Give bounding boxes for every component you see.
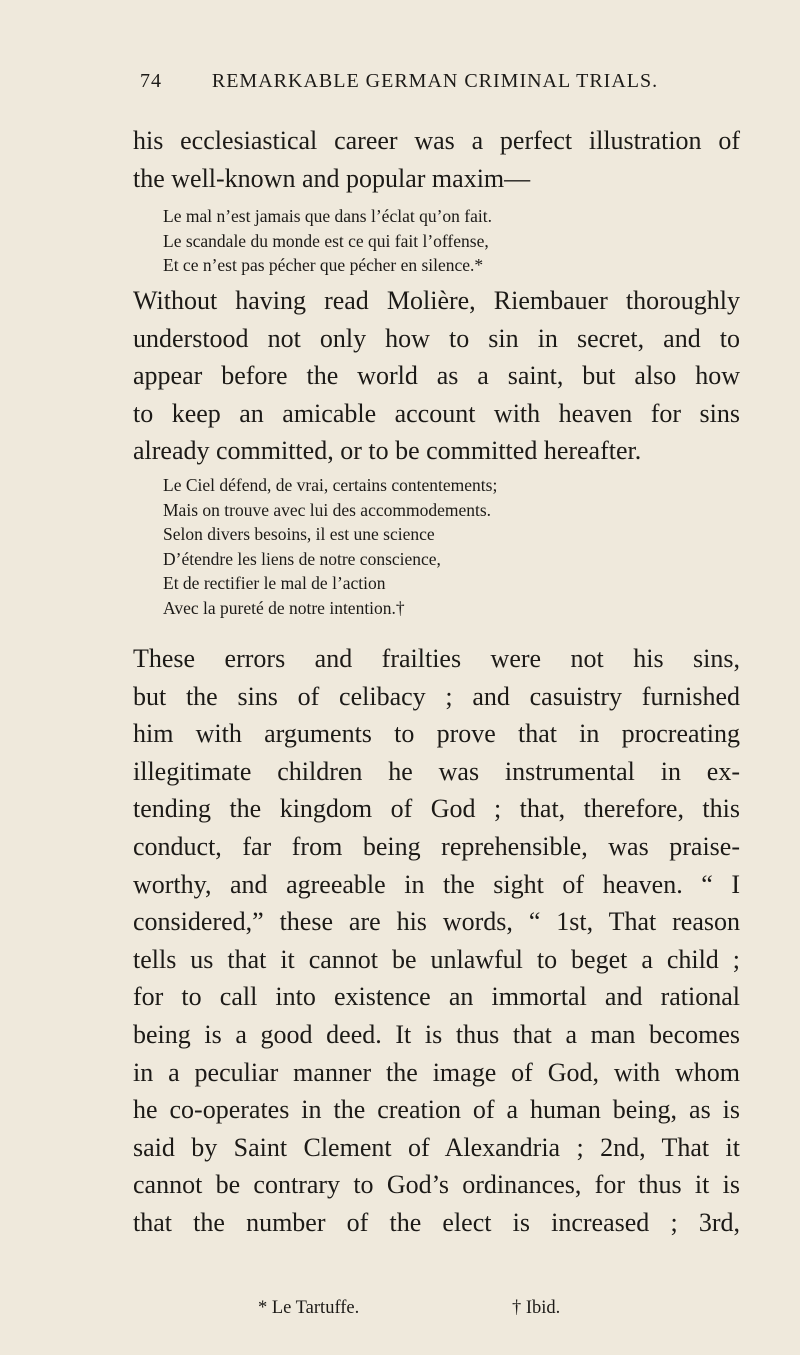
text-line: conduct, far from being reprehensible, was praise- — [133, 831, 740, 861]
text-line: already committed, or to be committed hereafter. — [133, 436, 642, 466]
text-line: the well-known and popular maxim— — [133, 163, 531, 193]
verse-line: D’étendre les liens de notre conscience, — [163, 548, 441, 569]
text-line: in a peculiar manner the image of God, with whom — [133, 1057, 740, 1087]
text-line: understood not only how to sin in secret, and to — [133, 323, 740, 353]
text-line: his ecclesiastical career was a perfect illustration of — [133, 126, 740, 155]
verse-line: Avec la pureté de notre intention.† — [163, 597, 405, 618]
paragraph-3 — [133, 640, 740, 1242]
verse-line: Le scandale du monde est ce qui fait l’offense, — [163, 230, 489, 251]
verse-line: Le mal n’est jamais que dans l’éclat qu’on fait. — [163, 206, 492, 226]
text-line: cannot be contrary to God’s ordinances, for thus it is — [133, 1170, 740, 1200]
text-line: he co-operates in the creation of a human being, as is — [133, 1095, 740, 1125]
text-line: illegitimate children he was instrumental in ex- — [133, 756, 740, 786]
text-line: considered,” these are his words, “ 1st, That reason — [133, 907, 740, 937]
text-line: worthy, and agreeable in the sight of heaven. “ I — [133, 869, 740, 899]
text-line: Without having read Molière, Riembauer thoroughly — [133, 286, 740, 315]
footnotes — [0, 1298, 800, 1328]
running-title: REMARKABLE GERMAN CRIMINAL TRIALS. — [211, 70, 659, 92]
verse-line: Le Ciel défend, de vrai, certains contentements; — [163, 475, 498, 495]
page-number: 74 — [140, 70, 162, 92]
text-line: to keep an amicable account with heaven for sins — [133, 398, 740, 428]
text-line: These errors and frailties were not his sins, — [133, 644, 740, 673]
text-line: that the number of the elect is increased ; 3rd, — [133, 1207, 740, 1237]
footnote-1: * Le Tartuffe. — [258, 1298, 360, 1318]
verse-line: Et de rectifier le mal de l’action — [163, 573, 386, 593]
verse-quotation-1 — [163, 204, 723, 278]
text-line: appear before the world as a saint, but also how — [133, 361, 740, 391]
paragraph-1 — [133, 122, 740, 197]
text-line: him with arguments to prove that in procreating — [133, 719, 740, 749]
text-line: tending the kingdom of God ; that, therefore, this — [133, 794, 740, 824]
text-line: for to call into existence an immortal and rational — [133, 982, 740, 1012]
text-line: being is a good deed. It is thus that a man becomes — [133, 1019, 740, 1049]
footnote-2: † Ibid. — [512, 1298, 561, 1318]
page-header — [140, 70, 700, 100]
text-line: said by Saint Clement of Alexandria ; 2nd, That it — [133, 1132, 740, 1162]
verse-quotation-2 — [163, 473, 723, 620]
text-line: but the sins of celibacy ; and casuistry furnished — [133, 681, 740, 711]
verse-line: Et ce n’est pas pécher que pécher en silence.* — [163, 255, 484, 275]
verse-line: Selon divers besoins, il est une science — [163, 524, 435, 544]
text-line: tells us that it cannot be unlawful to beget a child ; — [133, 944, 740, 974]
paragraph-2 — [133, 282, 740, 470]
verse-line: Mais on trouve avec lui des accommodements. — [163, 499, 492, 520]
